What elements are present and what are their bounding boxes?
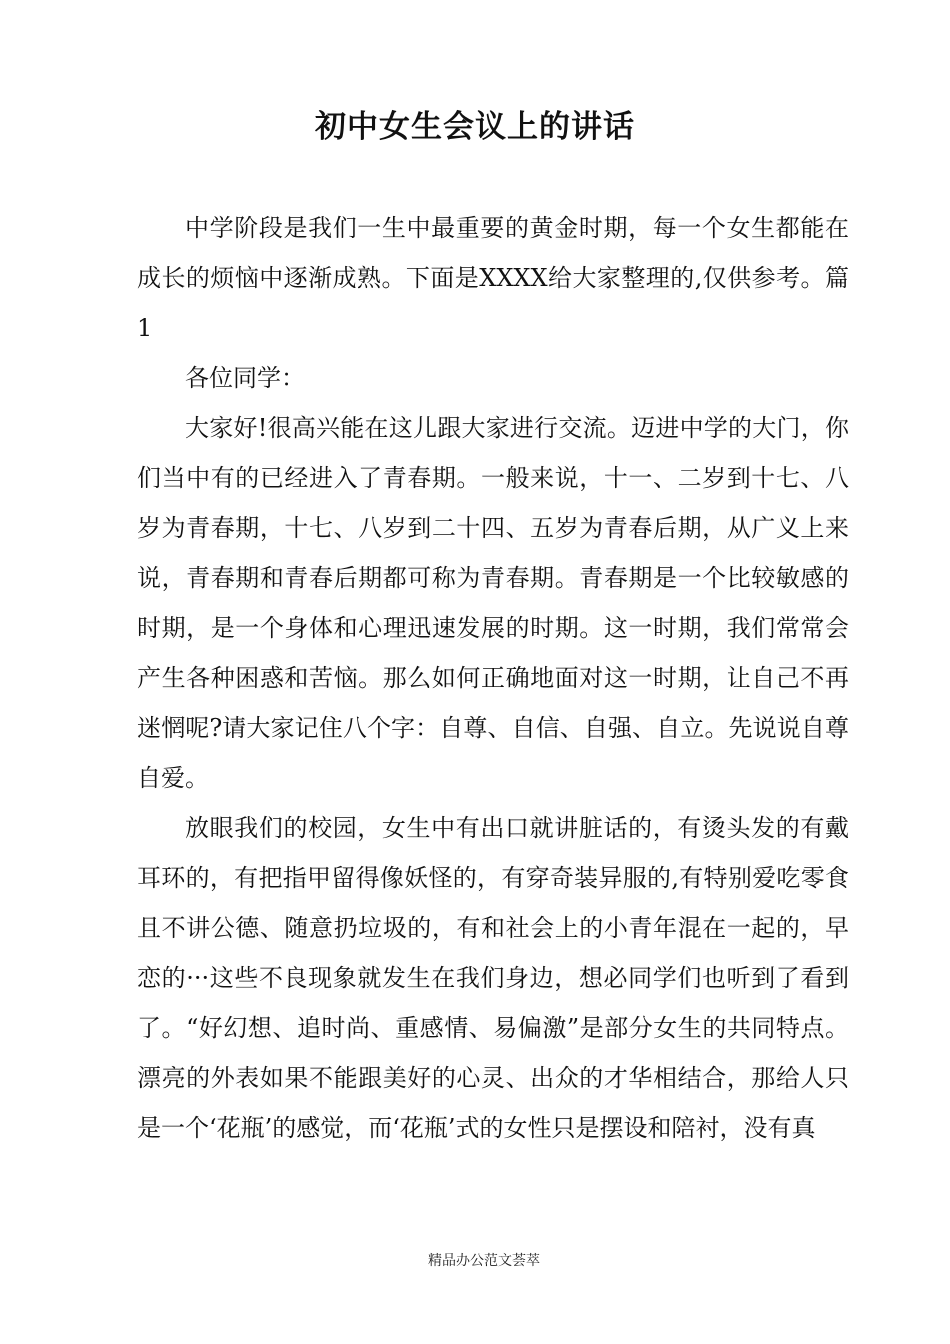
page-footer: 精品办公范文荟萃 [428,1253,540,1269]
paragraph-campus: 放眼我们的校园，女生中有出口就讲脏话的，有烫头发的有戴耳环的，有把指甲留得像妖怪的，有穿奇装异服的,有特别爱吃零食且不讲公德、随意扔垃圾的，有和社会上的小青年混在一起的，早恋的···这些不良现象就发生在我们身边，想必同学们也听到了看到了。“好幻想、追时尚、重感情、易偏激”是部分女生的共同特点。漂亮的外表如果不能跟美好的心灵、出众的才华相结合，那给人只是一个‘花瓶’的感觉，而‘花瓶’式的女性只是摆设和陪衬，没有真 [137,814,849,1142]
paragraph-greeting: 大家好!很高兴能在这儿跟大家进行交流。迈进中学的大门，你们当中有的已经进入了青春期。一般来说，十一、二岁到十七、八岁为青春期，十七、八岁到二十四、五岁为青春后期，从广义上来说，青春期和青春后期都可称为青春期。青春期是一个比较敏感的时期，是一个身体和心理迅速发展的时期。这一时期，我们常常会产生各种困惑和苦恼。那么如何正确地面对这一时期，让自己不再迷惘呢?请大家记住八个字：自尊、自信、自强、自立。先说说自尊自爱。 [137,414,849,792]
paragraph-intro: 中学阶段是我们一生中最重要的黄金时期，每一个女生都能在成长的烦恼中逐渐成熟。下面是XXXX给大家整理的,仅供参考。篇1 [137,214,849,342]
paragraph-salutation: 各位同学： [185,364,305,392]
document-body [137,203,849,1153]
document-title: 初中女生会议上的讲话 [315,109,635,145]
